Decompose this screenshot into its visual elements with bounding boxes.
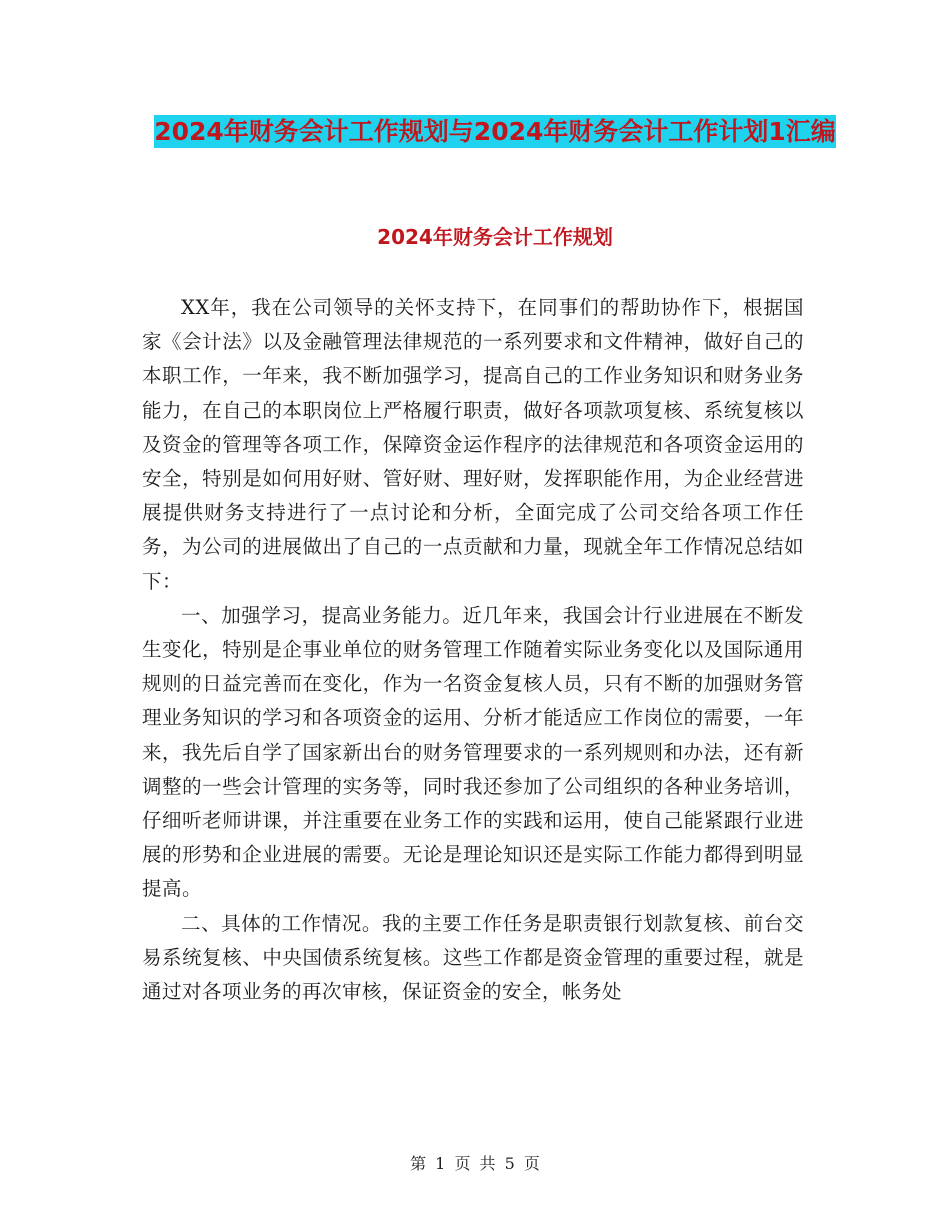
page-footer: 第 1 页 共 5 页: [410, 1154, 540, 1173]
paragraph-study: 一、加强学习，提高业务能力。近几年来，我国会计行业进展在不断发生变化，特别是企事业单位的财务管理工作随着实际业务变化以及国际通用规则的日益完善而在变化，作为一名资金复核人员，只有不断的加强财务管理业务知识的学习和各项资金的运用、分析才能适应工作岗位的需要，一年来，我先后自学了国家新出台的财务管理要求的一系列规则和办法，还有新调整的一些会计管理的实务等，同时我还参加了公司组织的各种业务培训，仔细听老师讲课，并注重要在业务工作的实践和运用，使自己能紧跟行业进展的形势和企业进展的需要。无论是理论知识还是实际工作能力都得到明显提高。: [142, 603, 804, 901]
paragraph-intro: XX年，我在公司领导的关怀支持下，在同事们的帮助协作下，根据国家《会计法》以及金融管理法律规范的一系列要求和文件精神，做好自己的本职工作，一年来，我不断加强学习，提高自己的工作业务知识和财务业务能力，在自己的本职岗位上严格履行职责，做好各项款项复核、系统复核以及资金的管理等各项工作，保障资金运作程序的法律规范和各项资金运用的安全，特别是如何用好财、管好财、理好财，发挥职能作用，为企业经营进展提供财务支持进行了一点讨论和分析，全面完成了公司交给各项工作任务，为公司的进展做出了自己的一点贡献和力量，现就全年工作情况总结如下：: [142, 296, 804, 593]
main-title: [140, 108, 850, 156]
paragraph-work: 二、具体的工作情况。我的主要工作任务是职责银行划款复核、前台交易系统复核、中央国债系统复核。这些工作都是资金管理的重要过程，就是通过对各项业务的再次审核，保证资金的安全，帐务处: [142, 911, 804, 1004]
main-title-text: 2024年财务会计工作规划与2024年财务会计工作计划1汇编: [154, 117, 836, 146]
section-title: 2024年财务会计工作规划: [377, 225, 613, 249]
body-text: [142, 291, 804, 1009]
